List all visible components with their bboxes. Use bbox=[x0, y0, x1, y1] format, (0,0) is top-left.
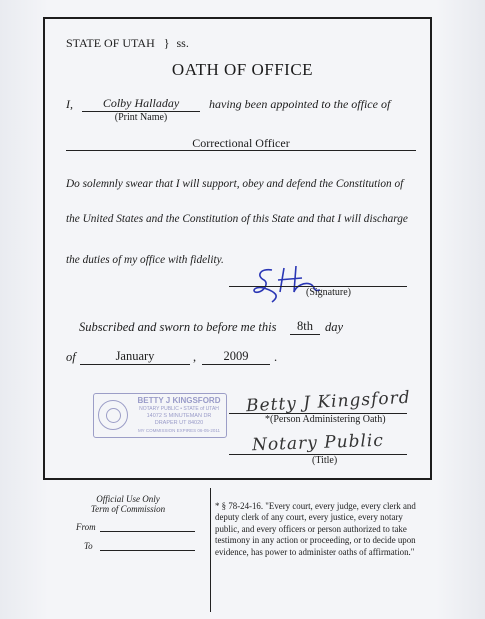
oath-line-2: the United States and the Constitution of this State and that I will discharge bbox=[66, 213, 408, 225]
subscribed-text: Subscribed and sworn to before me this bbox=[79, 320, 277, 334]
from-field bbox=[100, 531, 195, 532]
page-title: OATH OF OFFICE bbox=[171, 60, 314, 79]
stamp-line-2: 14072 S MINUTEMAN DR bbox=[146, 413, 212, 419]
year-underline bbox=[202, 364, 270, 365]
stamp-line-3: DRAPER UT 84020 bbox=[154, 420, 204, 426]
stamp-line-1: NOTARY PUBLIC • STATE of UTAH bbox=[139, 406, 219, 412]
state-label: STATE OF UTAH bbox=[66, 36, 155, 50]
title-caption: (Title) bbox=[312, 455, 338, 466]
venue-brace: } bbox=[163, 36, 170, 50]
official-use-heading: Official Use Only bbox=[96, 494, 160, 504]
oath-line-1: Do solemnly swear that I will support, obey and defend the Constitution of bbox=[66, 178, 404, 190]
to-field bbox=[100, 550, 195, 551]
day-underline bbox=[290, 334, 320, 335]
stamp-name: BETTY J KINGSFORD bbox=[137, 396, 221, 405]
state-seal-icon bbox=[98, 400, 128, 430]
title-signature: Notary Public bbox=[251, 430, 385, 456]
of-label: of bbox=[66, 350, 76, 364]
oath-month: January bbox=[115, 349, 155, 363]
i-prefix: I, bbox=[66, 97, 73, 111]
oath-day: 8th bbox=[297, 319, 313, 333]
from-label: From bbox=[76, 522, 96, 532]
month-underline bbox=[80, 364, 190, 365]
stamp-line-4: MY COMMISSION EXPIRES 06-05-2011 bbox=[137, 428, 221, 433]
statute-note: * § 78-24-16. "Every court, every judge, every clerk and deputy clerk of any court, every justice, every notary public, and every officers or person authorized to take testimony in any action or proceeding, or to decide upon evidence, has power to administer oaths of affirmation." bbox=[215, 501, 416, 557]
to-label: To bbox=[84, 541, 93, 551]
appointment-text: having been appointed to the office of bbox=[209, 97, 391, 111]
office-title: Correctional Officer bbox=[192, 136, 290, 150]
notary-stamp bbox=[93, 393, 227, 438]
term-of-commission-heading: Term of Commission bbox=[90, 504, 166, 514]
office-underline bbox=[66, 150, 416, 151]
oath-year: 2009 bbox=[223, 349, 249, 363]
appointee-name: Colby Halladay bbox=[102, 96, 180, 110]
day-label: day bbox=[325, 320, 344, 334]
signature-caption: (Signature) bbox=[306, 287, 351, 298]
oath-line-3: the duties of my office with fidelity. bbox=[66, 254, 224, 266]
ss-label: ss. bbox=[176, 36, 189, 50]
administering-signature: Betty J Kingsford bbox=[245, 387, 412, 417]
date-period: . bbox=[274, 350, 278, 364]
bottom-vertical-divider bbox=[210, 488, 211, 612]
administering-caption: *(Person Administering Oath) bbox=[265, 414, 386, 425]
print-name-caption: (Print Name) bbox=[114, 112, 168, 123]
venue-line bbox=[66, 36, 189, 51]
date-comma: , bbox=[193, 350, 197, 364]
